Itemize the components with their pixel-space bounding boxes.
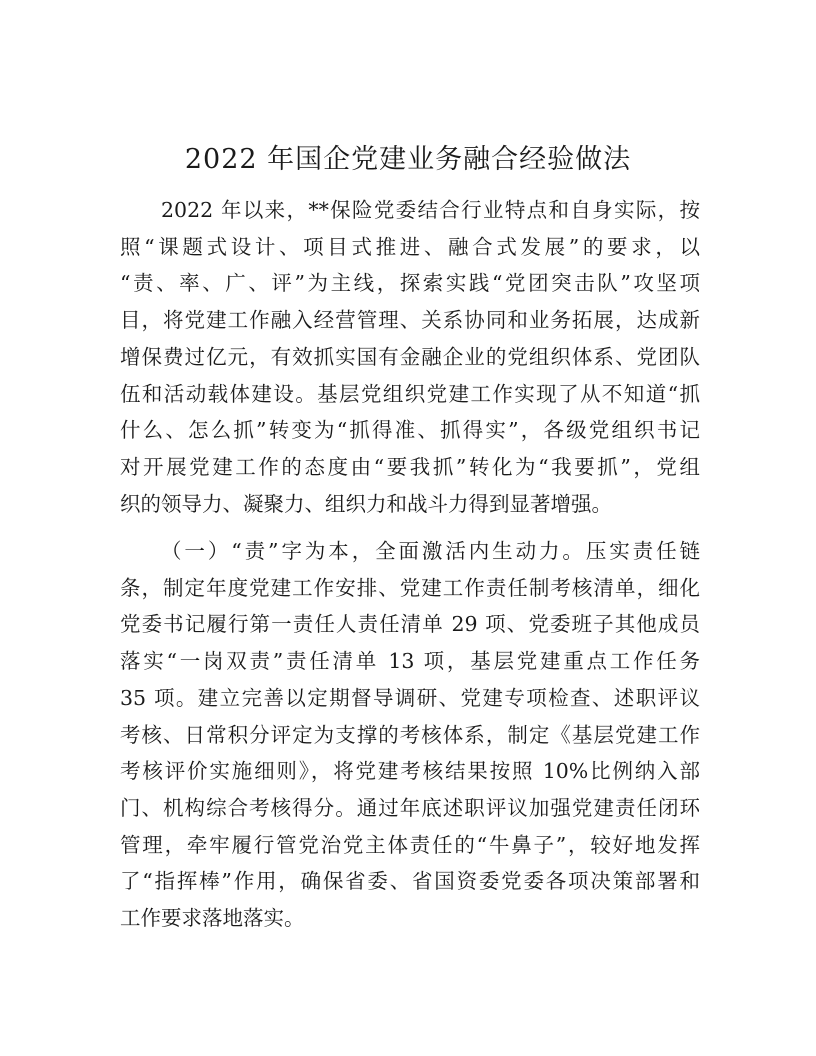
paragraph-line: 考核评价实施细则》，将党建考核结果按照 10%比例纳入部 [120,759,700,784]
paragraph-line: 党委书记履行第一责任人责任清单 29 项、党委班子其他成员 [120,612,700,637]
paragraph-line: 织的领导力、凝聚力、组织力和战斗力得到显著增强。 [120,491,612,516]
paragraph-line: 门、机构综合考核得分。通过年底述职评议加强党建责任闭环 [120,795,700,820]
paragraph-line: 什么、怎么抓”转变为“抓得准、抓得实”，各级党组织书记 [120,418,700,443]
paragraph-line: 增保费过亿元，有效抓实国有金融企业的党组织体系、党团队 [120,344,700,369]
document-title: 2022 年国企党建业务融合经验做法 [184,144,632,175]
paragraph-line: 伍和活动载体建设。基层党组织党建工作实现了从不知道“抓 [120,381,700,406]
body-paragraph-2 [120,533,700,937]
paragraph-line: 条，制定年度党建工作安排、党建工作责任制考核清单，细化 [120,575,700,600]
paragraph-line: 管理，牵牢履行管党治党主体责任的“牛鼻子”，较好地发挥 [120,832,700,857]
paragraph-line: “责、率、广、评”为主线，探索实践“党团突击队”攻坚项 [120,271,700,296]
paragraph-line: （一）“责”字为本，全面激活内生动力。压实责任链 [161,539,700,563]
paragraph-line: 照“课题式设计、项目式推进、融合式发展”的要求，以 [120,234,700,259]
paragraph-line: 2022 年以来，**保险党委结合行业特点和自身实际，按 [161,198,700,222]
body-paragraph-1 [120,192,700,522]
paragraph-line: 目，将党建工作融入经营管理、关系协同和业务拓展，达成新 [120,308,700,333]
paragraph-line: 工作要求落地落实。 [120,906,305,931]
paragraph-line: 考核、日常积分评定为支撑的考核体系，制定《基层党建工作 [120,722,700,747]
paragraph-line: 落实“一岗双责”责任清单 13 项，基层党建重点工作任务 [120,649,700,674]
paragraph-line: 了“指挥棒”作用，确保省委、省国资委党委各项决策部署和 [120,869,700,894]
paragraph-line: 对开展党建工作的态度由“要我抓”转化为“我要抓”，党组 [120,454,700,479]
paragraph-line: 35 项。建立完善以定期督导调研、党建专项检查、述职评议 [120,685,700,710]
